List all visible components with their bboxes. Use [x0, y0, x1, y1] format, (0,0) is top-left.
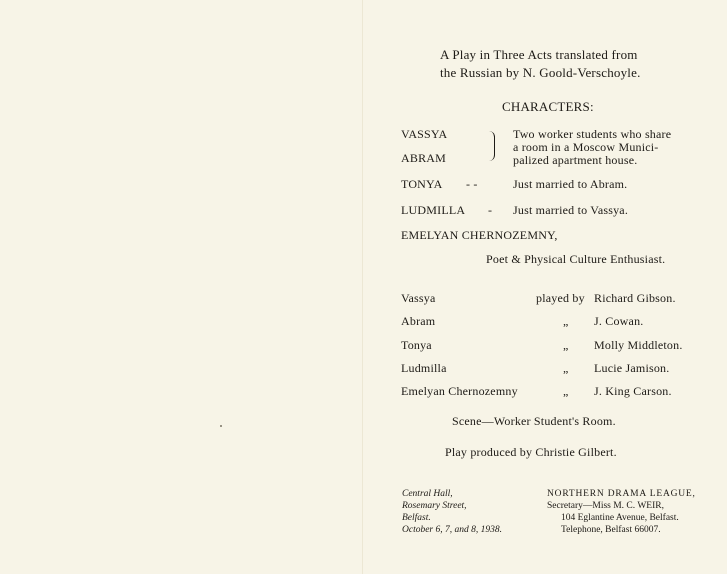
cast-actor-vassya: Richard Gibson.	[594, 291, 676, 305]
pair-description-3: palized apartment house.	[513, 153, 638, 167]
cast-role-tonya: Tonya	[401, 338, 432, 352]
emelyan-description: Poet & Physical Culture Enthusiast.	[486, 252, 666, 266]
venue-line-2: Rosemary Street,	[402, 501, 467, 511]
character-abram: ABRAM	[401, 151, 447, 165]
cast-actor-abram: J. Cowan.	[594, 314, 644, 328]
cast-role-emelyan: Emelyan Chernozemny	[401, 384, 518, 398]
league-address: 104 Eglantine Avenue, Belfast.	[561, 513, 679, 523]
cast-actor-ludmilla: Lucie Jamison.	[594, 361, 670, 375]
pair-description-1: Two worker students who share	[513, 127, 672, 141]
ludmilla-description: Just married to Vassya.	[513, 203, 629, 217]
tonya-dash: - -	[466, 177, 478, 191]
ditto-mark: „	[563, 338, 569, 352]
paper-speck	[220, 425, 222, 427]
scene-line: Scene—Worker Student's Room.	[452, 414, 616, 428]
grouping-brace	[489, 131, 495, 161]
cast-role-abram: Abram	[401, 314, 436, 328]
character-ludmilla: LUDMILLA	[401, 203, 466, 217]
cast-actor-tonya: Molly Middleton.	[594, 338, 683, 352]
tonya-description: Just married to Abram.	[513, 177, 628, 191]
ditto-mark: „	[563, 361, 569, 375]
venue-dates: October 6, 7, and 8, 1938.	[402, 525, 503, 535]
cast-role-vassya: Vassya	[401, 291, 436, 305]
ludmilla-dash: -	[488, 203, 493, 217]
character-tonya: TONYA	[401, 177, 443, 191]
venue-line-3: Belfast.	[402, 513, 431, 523]
league-name: NORTHERN DRAMA LEAGUE,	[547, 489, 696, 499]
ditto-mark: „	[563, 384, 569, 398]
character-emelyan: EMELYAN CHERNOZEMNY,	[401, 228, 558, 242]
league-telephone: Telephone, Belfast 66007.	[561, 525, 661, 535]
characters-heading: CHARACTERS:	[502, 99, 594, 114]
ditto-mark: „	[563, 314, 569, 328]
producer-line: Play produced by Christie Gilbert.	[445, 445, 617, 459]
league-secretary: Secretary—Miss M. C. WEIR,	[547, 501, 664, 511]
cast-actor-emelyan: J. King Carson.	[594, 384, 672, 398]
venue-line-1: Central Hall,	[402, 489, 453, 499]
pair-description-2: a room in a Moscow Munici-	[513, 140, 659, 154]
intro-line-2: the Russian by N. Goold-Verschoyle.	[440, 65, 641, 80]
character-vassya: VASSYA	[401, 127, 448, 141]
cast-role-ludmilla: Ludmilla	[401, 361, 447, 375]
played-by-label: played by	[536, 291, 585, 305]
intro-line-1: A Play in Three Acts translated from	[440, 47, 638, 62]
page-fold	[362, 0, 363, 574]
